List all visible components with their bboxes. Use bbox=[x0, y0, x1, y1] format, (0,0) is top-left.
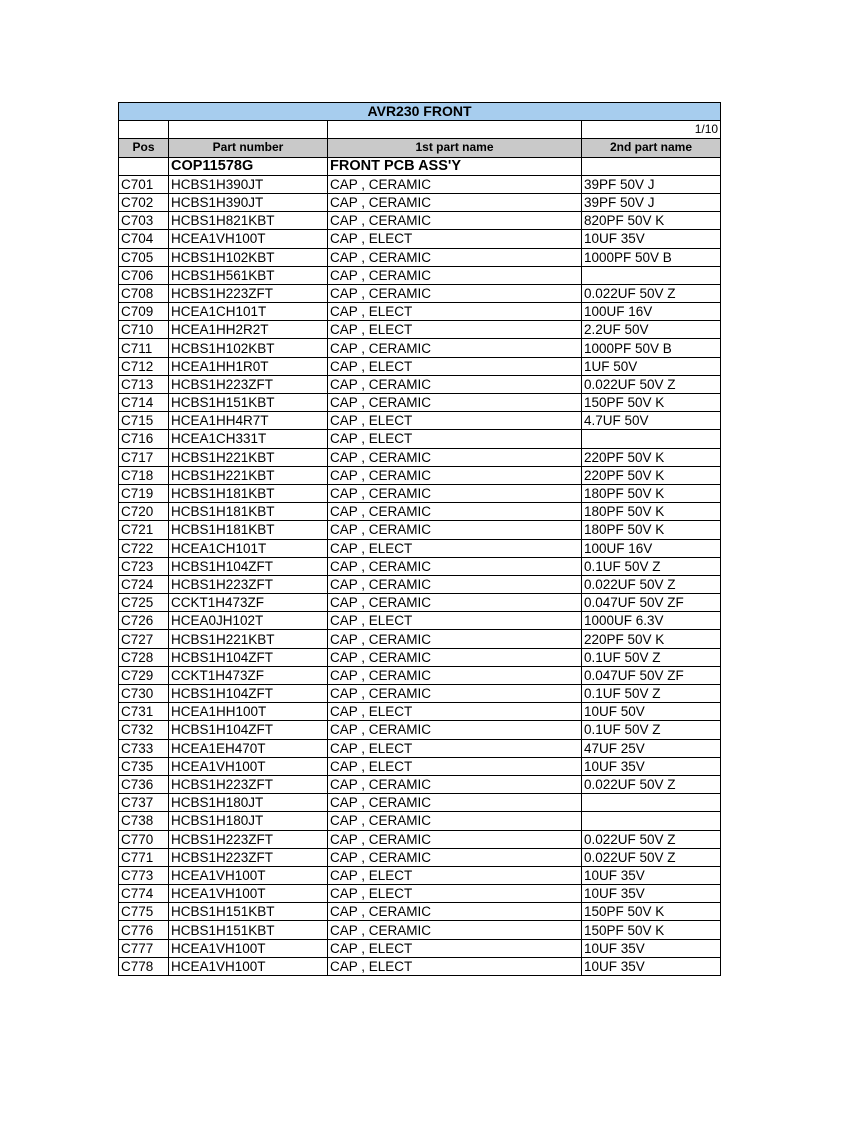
first-part-name-cell: CAP , ELECT bbox=[328, 885, 582, 903]
table-row bbox=[119, 575, 721, 593]
second-part-name-cell: 0.022UF 50V Z bbox=[582, 775, 721, 793]
part-number-cell: HCBS1H223ZFT bbox=[169, 830, 328, 848]
second-part-name-cell: 0.022UF 50V Z bbox=[582, 375, 721, 393]
part-number-cell: HCEA1CH101T bbox=[169, 539, 328, 557]
second-part-name-cell: 1000PF 50V B bbox=[582, 248, 721, 266]
assembly-pos bbox=[119, 157, 169, 175]
pos-cell: C725 bbox=[119, 594, 169, 612]
part-number-cell: HCEA1HH100T bbox=[169, 703, 328, 721]
first-part-name-cell: CAP , CERAMIC bbox=[328, 557, 582, 575]
first-part-name-cell: CAP , CERAMIC bbox=[328, 666, 582, 684]
first-part-name-cell: CAP , CERAMIC bbox=[328, 594, 582, 612]
part-number-cell: HCBS1H181KBT bbox=[169, 484, 328, 502]
second-part-name-cell: 0.022UF 50V Z bbox=[582, 830, 721, 848]
pos-cell: C721 bbox=[119, 521, 169, 539]
table-row bbox=[119, 739, 721, 757]
pos-cell: C703 bbox=[119, 212, 169, 230]
second-part-name-cell: 1000UF 6.3V bbox=[582, 612, 721, 630]
part-number-cell: HCBS1H180JT bbox=[169, 794, 328, 812]
column-header-2nd-part-name: 2nd part name bbox=[582, 139, 721, 157]
part-number-cell: HCBS1H223ZFT bbox=[169, 284, 328, 302]
first-part-name-cell: CAP , ELECT bbox=[328, 703, 582, 721]
second-part-name-cell: 10UF 35V bbox=[582, 757, 721, 775]
second-part-name-cell bbox=[582, 812, 721, 830]
table-title: AVR230 FRONT bbox=[119, 103, 721, 121]
first-part-name-cell: CAP , CERAMIC bbox=[328, 921, 582, 939]
second-part-name-cell: 39PF 50V J bbox=[582, 175, 721, 193]
part-number-cell: HCBS1H104ZFT bbox=[169, 648, 328, 666]
pos-cell: C701 bbox=[119, 175, 169, 193]
table-row bbox=[119, 284, 721, 302]
second-part-name-cell: 10UF 50V bbox=[582, 703, 721, 721]
second-part-name-cell: 0.047UF 50V ZF bbox=[582, 594, 721, 612]
parts-list-body bbox=[119, 103, 721, 976]
table-row bbox=[119, 412, 721, 430]
column-header-1st-part-name: 1st part name bbox=[328, 139, 582, 157]
table-row bbox=[119, 921, 721, 939]
pos-cell: C711 bbox=[119, 339, 169, 357]
part-number-cell: HCBS1H821KBT bbox=[169, 212, 328, 230]
second-part-name-cell: 1000PF 50V B bbox=[582, 339, 721, 357]
table-row bbox=[119, 212, 721, 230]
first-part-name-cell: CAP , ELECT bbox=[328, 321, 582, 339]
pos-cell: C714 bbox=[119, 394, 169, 412]
page-number: 1/10 bbox=[582, 121, 721, 139]
first-part-name-cell: CAP , CERAMIC bbox=[328, 175, 582, 193]
second-part-name-cell: 180PF 50V K bbox=[582, 521, 721, 539]
first-part-name-cell: CAP , CERAMIC bbox=[328, 721, 582, 739]
first-part-name-cell: CAP , CERAMIC bbox=[328, 284, 582, 302]
second-part-name-cell: 10UF 35V bbox=[582, 957, 721, 975]
table-row bbox=[119, 357, 721, 375]
first-part-name-cell: CAP , CERAMIC bbox=[328, 775, 582, 793]
table-row bbox=[119, 830, 721, 848]
part-number-cell: HCBS1H102KBT bbox=[169, 339, 328, 357]
table-row bbox=[119, 175, 721, 193]
first-part-name-cell: CAP , ELECT bbox=[328, 303, 582, 321]
table-row bbox=[119, 794, 721, 812]
pos-cell: C733 bbox=[119, 739, 169, 757]
pos-cell: C737 bbox=[119, 794, 169, 812]
pos-cell: C706 bbox=[119, 266, 169, 284]
pos-cell: C774 bbox=[119, 885, 169, 903]
second-part-name-cell: 150PF 50V K bbox=[582, 394, 721, 412]
second-part-name-cell: 0.1UF 50V Z bbox=[582, 685, 721, 703]
pos-cell: C736 bbox=[119, 775, 169, 793]
first-part-name-cell: CAP , ELECT bbox=[328, 757, 582, 775]
first-part-name-cell: CAP , ELECT bbox=[328, 430, 582, 448]
table-row bbox=[119, 193, 721, 211]
table-row bbox=[119, 648, 721, 666]
part-number-cell: HCBS1H223ZFT bbox=[169, 575, 328, 593]
pos-cell: C708 bbox=[119, 284, 169, 302]
pos-cell: C777 bbox=[119, 939, 169, 957]
second-part-name-cell: 180PF 50V K bbox=[582, 484, 721, 502]
part-number-cell: HCBS1H180JT bbox=[169, 812, 328, 830]
pos-cell: C727 bbox=[119, 630, 169, 648]
part-number-cell: HCEA1HH1R0T bbox=[169, 357, 328, 375]
part-number-cell: HCBS1H390JT bbox=[169, 175, 328, 193]
page-row-blank-cell bbox=[169, 121, 328, 139]
first-part-name-cell: CAP , ELECT bbox=[328, 739, 582, 757]
second-part-name-cell: 10UF 35V bbox=[582, 230, 721, 248]
column-header-row bbox=[119, 139, 721, 157]
table-row bbox=[119, 339, 721, 357]
first-part-name-cell: CAP , ELECT bbox=[328, 539, 582, 557]
part-number-cell: HCBS1H151KBT bbox=[169, 394, 328, 412]
table-row bbox=[119, 248, 721, 266]
page-row-blank-cell bbox=[328, 121, 582, 139]
second-part-name-cell bbox=[582, 430, 721, 448]
table-row bbox=[119, 303, 721, 321]
pos-cell: C732 bbox=[119, 721, 169, 739]
table-row bbox=[119, 266, 721, 284]
table-row bbox=[119, 321, 721, 339]
table-row bbox=[119, 848, 721, 866]
assembly-part-number: COP11578G bbox=[169, 157, 328, 175]
part-number-cell: HCBS1H104ZFT bbox=[169, 557, 328, 575]
first-part-name-cell: CAP , CERAMIC bbox=[328, 812, 582, 830]
part-number-cell: HCEA0JH102T bbox=[169, 612, 328, 630]
part-number-cell: HCEA1EH470T bbox=[169, 739, 328, 757]
table-row bbox=[119, 484, 721, 502]
part-number-cell: HCBS1H104ZFT bbox=[169, 685, 328, 703]
part-number-cell: HCEA1VH100T bbox=[169, 957, 328, 975]
pos-cell: C702 bbox=[119, 193, 169, 211]
first-part-name-cell: CAP , CERAMIC bbox=[328, 830, 582, 848]
part-number-cell: HCBS1H221KBT bbox=[169, 448, 328, 466]
part-number-cell: HCBS1H151KBT bbox=[169, 921, 328, 939]
part-number-cell: HCEA1VH100T bbox=[169, 230, 328, 248]
pos-cell: C723 bbox=[119, 557, 169, 575]
first-part-name-cell: CAP , CERAMIC bbox=[328, 466, 582, 484]
pos-cell: C728 bbox=[119, 648, 169, 666]
second-part-name-cell: 220PF 50V K bbox=[582, 448, 721, 466]
table-row bbox=[119, 594, 721, 612]
table-row bbox=[119, 885, 721, 903]
first-part-name-cell: CAP , CERAMIC bbox=[328, 212, 582, 230]
part-number-cell: HCEA1VH100T bbox=[169, 866, 328, 884]
part-number-cell: HCBS1H104ZFT bbox=[169, 721, 328, 739]
second-part-name-cell: 4.7UF 50V bbox=[582, 412, 721, 430]
assembly-row bbox=[119, 157, 721, 175]
pos-cell: C717 bbox=[119, 448, 169, 466]
pos-cell: C719 bbox=[119, 484, 169, 502]
first-part-name-cell: CAP , CERAMIC bbox=[328, 375, 582, 393]
first-part-name-cell: CAP , CERAMIC bbox=[328, 794, 582, 812]
table-row bbox=[119, 612, 721, 630]
pos-cell: C710 bbox=[119, 321, 169, 339]
table-row bbox=[119, 757, 721, 775]
pos-cell: C722 bbox=[119, 539, 169, 557]
pos-cell: C731 bbox=[119, 703, 169, 721]
first-part-name-cell: CAP , CERAMIC bbox=[328, 339, 582, 357]
table-row bbox=[119, 539, 721, 557]
part-number-cell: HCEA1VH100T bbox=[169, 939, 328, 957]
second-part-name-cell: 220PF 50V K bbox=[582, 630, 721, 648]
title-row bbox=[119, 103, 721, 121]
part-number-cell: HCBS1H223ZFT bbox=[169, 848, 328, 866]
pos-cell: C775 bbox=[119, 903, 169, 921]
part-number-cell: CCKT1H473ZF bbox=[169, 666, 328, 684]
table-row bbox=[119, 812, 721, 830]
second-part-name-cell: 0.022UF 50V Z bbox=[582, 848, 721, 866]
part-number-cell: HCEA1VH100T bbox=[169, 885, 328, 903]
first-part-name-cell: CAP , ELECT bbox=[328, 230, 582, 248]
table-row bbox=[119, 666, 721, 684]
pos-cell: C715 bbox=[119, 412, 169, 430]
pos-cell: C735 bbox=[119, 757, 169, 775]
second-part-name-cell bbox=[582, 266, 721, 284]
second-part-name-cell: 10UF 35V bbox=[582, 939, 721, 957]
pos-cell: C770 bbox=[119, 830, 169, 848]
table-row bbox=[119, 775, 721, 793]
part-number-cell: HCBS1H181KBT bbox=[169, 521, 328, 539]
first-part-name-cell: CAP , CERAMIC bbox=[328, 484, 582, 502]
pos-cell: C724 bbox=[119, 575, 169, 593]
part-number-cell: CCKT1H473ZF bbox=[169, 594, 328, 612]
first-part-name-cell: CAP , CERAMIC bbox=[328, 394, 582, 412]
column-header-pos: Pos bbox=[119, 139, 169, 157]
second-part-name-cell: 0.1UF 50V Z bbox=[582, 557, 721, 575]
part-number-cell: HCEA1VH100T bbox=[169, 757, 328, 775]
pos-cell: C716 bbox=[119, 430, 169, 448]
pos-cell: C771 bbox=[119, 848, 169, 866]
pos-cell: C718 bbox=[119, 466, 169, 484]
pos-cell: C726 bbox=[119, 612, 169, 630]
parts-list-table bbox=[118, 102, 721, 976]
second-part-name-cell: 0.022UF 50V Z bbox=[582, 575, 721, 593]
table-row bbox=[119, 939, 721, 957]
table-row bbox=[119, 557, 721, 575]
part-number-cell: HCBS1H102KBT bbox=[169, 248, 328, 266]
pos-cell: C738 bbox=[119, 812, 169, 830]
part-number-cell: HCBS1H223ZFT bbox=[169, 375, 328, 393]
part-number-cell: HCBS1H561KBT bbox=[169, 266, 328, 284]
first-part-name-cell: CAP , CERAMIC bbox=[328, 575, 582, 593]
pos-cell: C712 bbox=[119, 357, 169, 375]
table-row bbox=[119, 448, 721, 466]
part-number-cell: HCEA1HH2R2T bbox=[169, 321, 328, 339]
table-row bbox=[119, 375, 721, 393]
first-part-name-cell: CAP , CERAMIC bbox=[328, 193, 582, 211]
second-part-name-cell: 220PF 50V K bbox=[582, 466, 721, 484]
second-part-name-cell: 820PF 50V K bbox=[582, 212, 721, 230]
first-part-name-cell: CAP , ELECT bbox=[328, 957, 582, 975]
second-part-name-cell: 1UF 50V bbox=[582, 357, 721, 375]
second-part-name-cell: 180PF 50V K bbox=[582, 503, 721, 521]
pos-cell: C778 bbox=[119, 957, 169, 975]
first-part-name-cell: CAP , CERAMIC bbox=[328, 521, 582, 539]
first-part-name-cell: CAP , CERAMIC bbox=[328, 503, 582, 521]
page-row-blank-cell bbox=[119, 121, 169, 139]
second-part-name-cell: 10UF 35V bbox=[582, 866, 721, 884]
second-part-name-cell: 2.2UF 50V bbox=[582, 321, 721, 339]
part-number-cell: HCEA1CH331T bbox=[169, 430, 328, 448]
table-row bbox=[119, 685, 721, 703]
table-row bbox=[119, 630, 721, 648]
first-part-name-cell: CAP , ELECT bbox=[328, 412, 582, 430]
first-part-name-cell: CAP , CERAMIC bbox=[328, 848, 582, 866]
assembly-2nd-name bbox=[582, 157, 721, 175]
pos-cell: C705 bbox=[119, 248, 169, 266]
first-part-name-cell: CAP , CERAMIC bbox=[328, 685, 582, 703]
table-row bbox=[119, 430, 721, 448]
second-part-name-cell: 0.1UF 50V Z bbox=[582, 721, 721, 739]
table-row bbox=[119, 957, 721, 975]
second-part-name-cell: 0.1UF 50V Z bbox=[582, 648, 721, 666]
part-number-cell: HCBS1H223ZFT bbox=[169, 775, 328, 793]
table-row bbox=[119, 703, 721, 721]
pos-cell: C773 bbox=[119, 866, 169, 884]
table-row bbox=[119, 230, 721, 248]
pos-cell: C729 bbox=[119, 666, 169, 684]
second-part-name-cell: 150PF 50V K bbox=[582, 921, 721, 939]
table-row bbox=[119, 521, 721, 539]
second-part-name-cell: 100UF 16V bbox=[582, 539, 721, 557]
second-part-name-cell: 0.047UF 50V ZF bbox=[582, 666, 721, 684]
table-row bbox=[119, 466, 721, 484]
part-number-cell: HCBS1H151KBT bbox=[169, 903, 328, 921]
pos-cell: C776 bbox=[119, 921, 169, 939]
first-part-name-cell: CAP , CERAMIC bbox=[328, 648, 582, 666]
part-number-cell: HCEA1HH4R7T bbox=[169, 412, 328, 430]
column-header-part-number: Part number bbox=[169, 139, 328, 157]
table-row bbox=[119, 394, 721, 412]
first-part-name-cell: CAP , CERAMIC bbox=[328, 448, 582, 466]
second-part-name-cell: 39PF 50V J bbox=[582, 193, 721, 211]
part-number-cell: HCBS1H390JT bbox=[169, 193, 328, 211]
second-part-name-cell: 10UF 35V bbox=[582, 885, 721, 903]
first-part-name-cell: CAP , ELECT bbox=[328, 612, 582, 630]
second-part-name-cell bbox=[582, 794, 721, 812]
part-number-cell: HCBS1H181KBT bbox=[169, 503, 328, 521]
part-number-cell: HCEA1CH101T bbox=[169, 303, 328, 321]
first-part-name-cell: CAP , CERAMIC bbox=[328, 266, 582, 284]
pos-cell: C720 bbox=[119, 503, 169, 521]
first-part-name-cell: CAP , ELECT bbox=[328, 866, 582, 884]
second-part-name-cell: 0.022UF 50V Z bbox=[582, 284, 721, 302]
part-number-cell: HCBS1H221KBT bbox=[169, 466, 328, 484]
table-row bbox=[119, 503, 721, 521]
pos-cell: C709 bbox=[119, 303, 169, 321]
second-part-name-cell: 150PF 50V K bbox=[582, 903, 721, 921]
second-part-name-cell: 100UF 16V bbox=[582, 303, 721, 321]
table-row bbox=[119, 866, 721, 884]
first-part-name-cell: CAP , CERAMIC bbox=[328, 248, 582, 266]
page-row bbox=[119, 121, 721, 139]
first-part-name-cell: CAP , ELECT bbox=[328, 357, 582, 375]
first-part-name-cell: CAP , ELECT bbox=[328, 939, 582, 957]
assembly-name: FRONT PCB ASS'Y bbox=[328, 157, 582, 175]
pos-cell: C704 bbox=[119, 230, 169, 248]
table-row bbox=[119, 903, 721, 921]
pos-cell: C730 bbox=[119, 685, 169, 703]
part-number-cell: HCBS1H221KBT bbox=[169, 630, 328, 648]
second-part-name-cell: 47UF 25V bbox=[582, 739, 721, 757]
first-part-name-cell: CAP , CERAMIC bbox=[328, 630, 582, 648]
table-row bbox=[119, 721, 721, 739]
pos-cell: C713 bbox=[119, 375, 169, 393]
first-part-name-cell: CAP , CERAMIC bbox=[328, 903, 582, 921]
